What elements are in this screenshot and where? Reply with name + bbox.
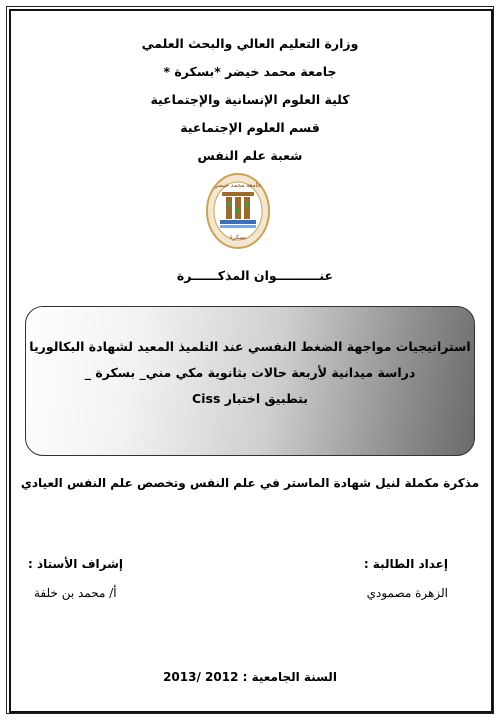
logo-ring-text-bottom: بسكرة	[229, 234, 247, 241]
student-name: الزهرة مصمودي	[366, 586, 448, 600]
supervisor-name: أ/ محمد بن خلفة	[34, 586, 117, 600]
university-line: جامعة محمد خيضر *بسكرة *	[163, 64, 337, 79]
memo-title-label: عنــــــــــوان المذكــــــرة	[176, 268, 334, 283]
supervisor-label: إشراف الأستاذ :	[28, 557, 123, 571]
thesis-title-line-1: استراتيجيات مواجهة الضغط النفسي عند التلميذ المعيد لشهادة البكالوريا	[29, 339, 471, 354]
student-label: إعداد الطالبة :	[363, 557, 448, 571]
branch-line: شعبة علم النفس	[197, 148, 303, 163]
logo-ring-text-top: جامعة محمد خيضر	[214, 182, 262, 189]
academic-year: السنة الجامعية : 2012 /2013	[163, 670, 337, 684]
ministry-line: وزارة التعليم العالي والبحث العلمي	[141, 36, 359, 51]
university-logo	[205, 172, 271, 250]
thesis-title-line-2: دراسة ميدانية لأربعة حالات بثانوية مكي مني_ بسكرة _	[84, 365, 416, 380]
thesis-title-line-3: بتطبيق اختبار Ciss	[192, 391, 308, 406]
thesis-title-box	[25, 306, 475, 456]
department-line: قسم العلوم الإجتماعية	[180, 120, 320, 135]
faculty-line: كلية العلوم الإنسانية والإجتماعية	[150, 92, 350, 107]
memo-subtitle: مذكرة مكملة لنيل شهادة الماستر في علم النفس وتخصص علم النفس العيادي	[20, 476, 480, 490]
